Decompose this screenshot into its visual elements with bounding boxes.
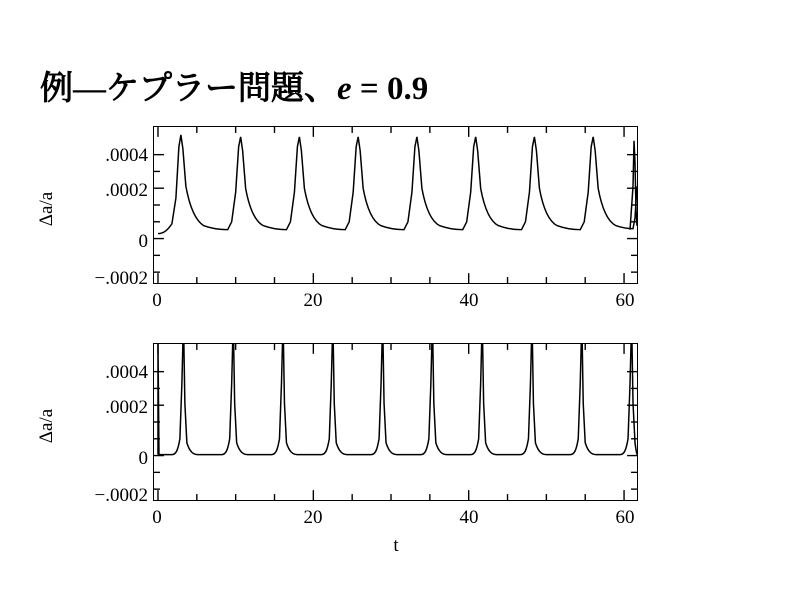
page-title-math-variable: e xyxy=(337,71,352,107)
chart-bottom-xticks xyxy=(158,344,624,500)
chart-top-ylabel: Δa/a xyxy=(36,191,57,227)
chart-bottom-xlabel: t xyxy=(393,535,399,556)
chart-top-ytick-label: 0 xyxy=(138,231,148,252)
chart-top-xticks xyxy=(158,127,624,283)
chart-top-xtick-label: 40 xyxy=(459,290,479,311)
chart-bottom-plot-area xyxy=(153,343,638,501)
chart-top-ytick-label: .0002 xyxy=(105,180,148,201)
chart-top-yticks xyxy=(154,155,637,272)
chart-bottom-ytick-label: −.0002 xyxy=(94,485,148,506)
page-title-text: 例—ケプラー問題、 xyxy=(40,71,337,107)
chart-bottom-yticks xyxy=(154,372,637,489)
chart-bottom-ytick-label: .0002 xyxy=(105,397,148,418)
chart-top-ytick-label: .0004 xyxy=(105,145,148,166)
chart-bottom-svg xyxy=(154,344,637,500)
chart-top-ytick-label: −.0002 xyxy=(94,268,148,289)
chart-bottom-panel xyxy=(36,335,660,565)
chart-bottom-ylabel: Δa/a xyxy=(36,408,57,444)
chart-bottom-data-series xyxy=(158,344,637,455)
chart-bottom-xtick-label: 0 xyxy=(152,507,162,528)
chart-bottom-ytick-label: .0004 xyxy=(105,362,148,383)
chart-top-xtick-label: 60 xyxy=(615,290,635,311)
chart-bottom-xtick-label: 60 xyxy=(615,507,635,528)
page-title-math-value: = 0.9 xyxy=(359,71,429,107)
page-title xyxy=(40,62,428,109)
chart-bottom-xtick-label: 20 xyxy=(303,507,323,528)
chart-top-xtick-label: 0 xyxy=(152,290,162,311)
chart-top-plot-area xyxy=(153,126,638,284)
chart-top-data-series xyxy=(158,135,637,234)
chart-top-xtick-label: 20 xyxy=(303,290,323,311)
chart-bottom-xtick-label: 40 xyxy=(459,507,479,528)
chart-bottom-ytick-label: 0 xyxy=(138,448,148,469)
chart-top-panel xyxy=(36,118,660,328)
chart-bottom-yaxis-ticklabels xyxy=(40,335,148,565)
chart-top-svg xyxy=(154,127,637,283)
